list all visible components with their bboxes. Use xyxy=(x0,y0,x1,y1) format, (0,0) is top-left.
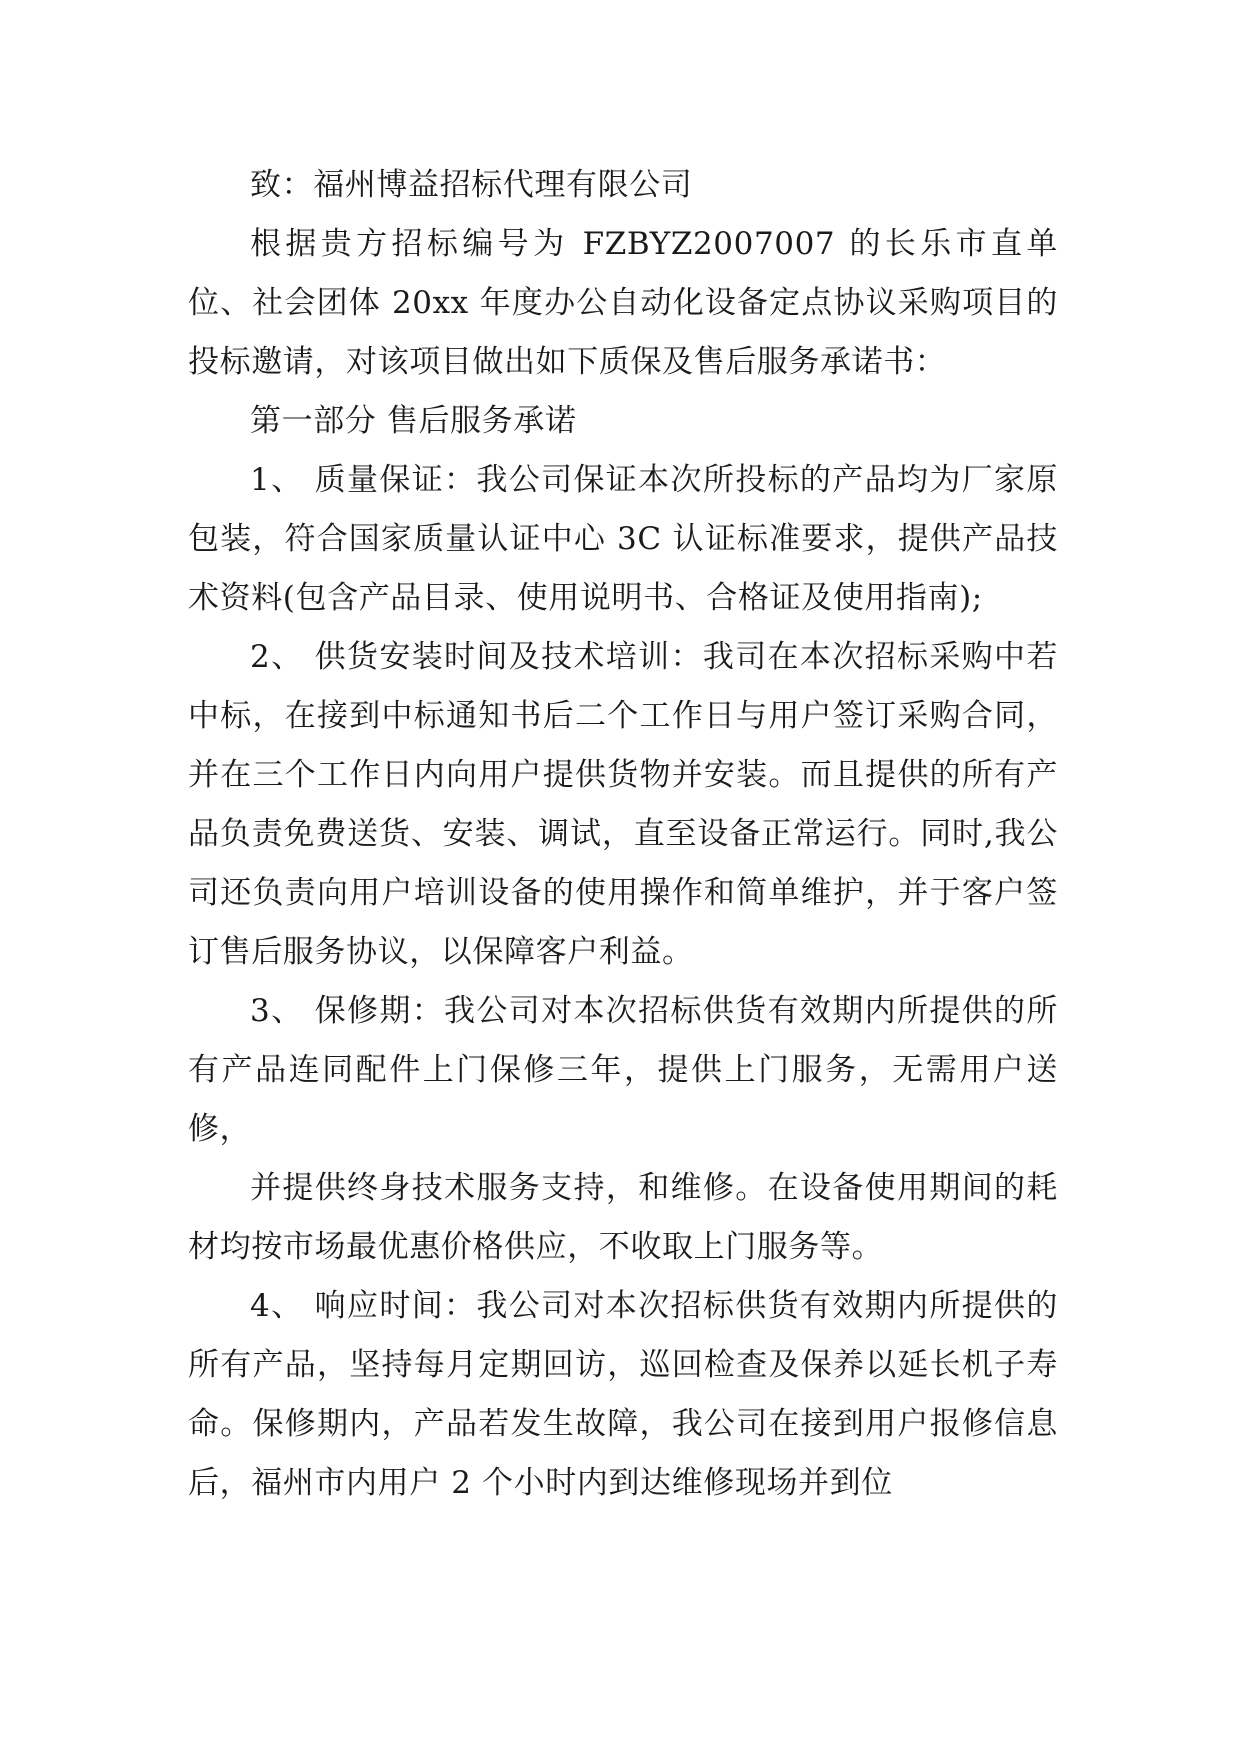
document-body xyxy=(188,156,1058,1513)
intro-paragraph: 根据贵方招标编号为 FZBYZ2007007 的长乐市直单位、社会团体 20xx 年度办公自动化设备定点协议采购项目的投标邀请，对该项目做出如下质保及售后服务承诺书： xyxy=(188,226,1058,380)
section-heading: 第一部分 售后服务承诺 xyxy=(250,403,577,439)
item-response-time: 4、 响应时间：我公司对本次招标供货有效期内所提供的所有产品，坚持每月定期回访，巡回检查及保养以延长机子寿命。保修期内，产品若发生故障，我公司在接到用户报修信息后，福州市内用户 2 个小时内到达维修现场并到位 xyxy=(188,1288,1058,1501)
warranty-continuation: 并提供终身技术服务支持，和维修。在设备使用期间的耗材均按市场最优惠价格供应，不收取上门服务等。 xyxy=(188,1170,1058,1265)
item-warranty-period: 3、 保修期：我公司对本次招标供货有效期内所提供的所有产品连同配件上门保修三年，提供上门服务，无需用户送修， xyxy=(188,993,1058,1147)
salutation: 致：福州博益招标代理有限公司 xyxy=(250,167,693,203)
item-delivery-training: 2、 供货安装时间及技术培训：我司在本次招标采购中若中标，在接到中标通知书后二个工作日与用户签订采购合同，并在三个工作日内向用户提供货物并安装。而且提供的所有产品负责免费送货、安装、调试，直至设备正常运行。同时,我公司还负责向用户培训设备的使用操作和简单维护，并于客户签订售后服务协议，以保障客户利益。 xyxy=(188,639,1058,970)
item-quality-guarantee: 1、 质量保证：我公司保证本次所投标的产品均为厂家原包装，符合国家质量认证中心 3C 认证标准要求，提供产品技术资料(包含产品目录、使用说明书、合格证及使用指南); xyxy=(188,462,1058,616)
